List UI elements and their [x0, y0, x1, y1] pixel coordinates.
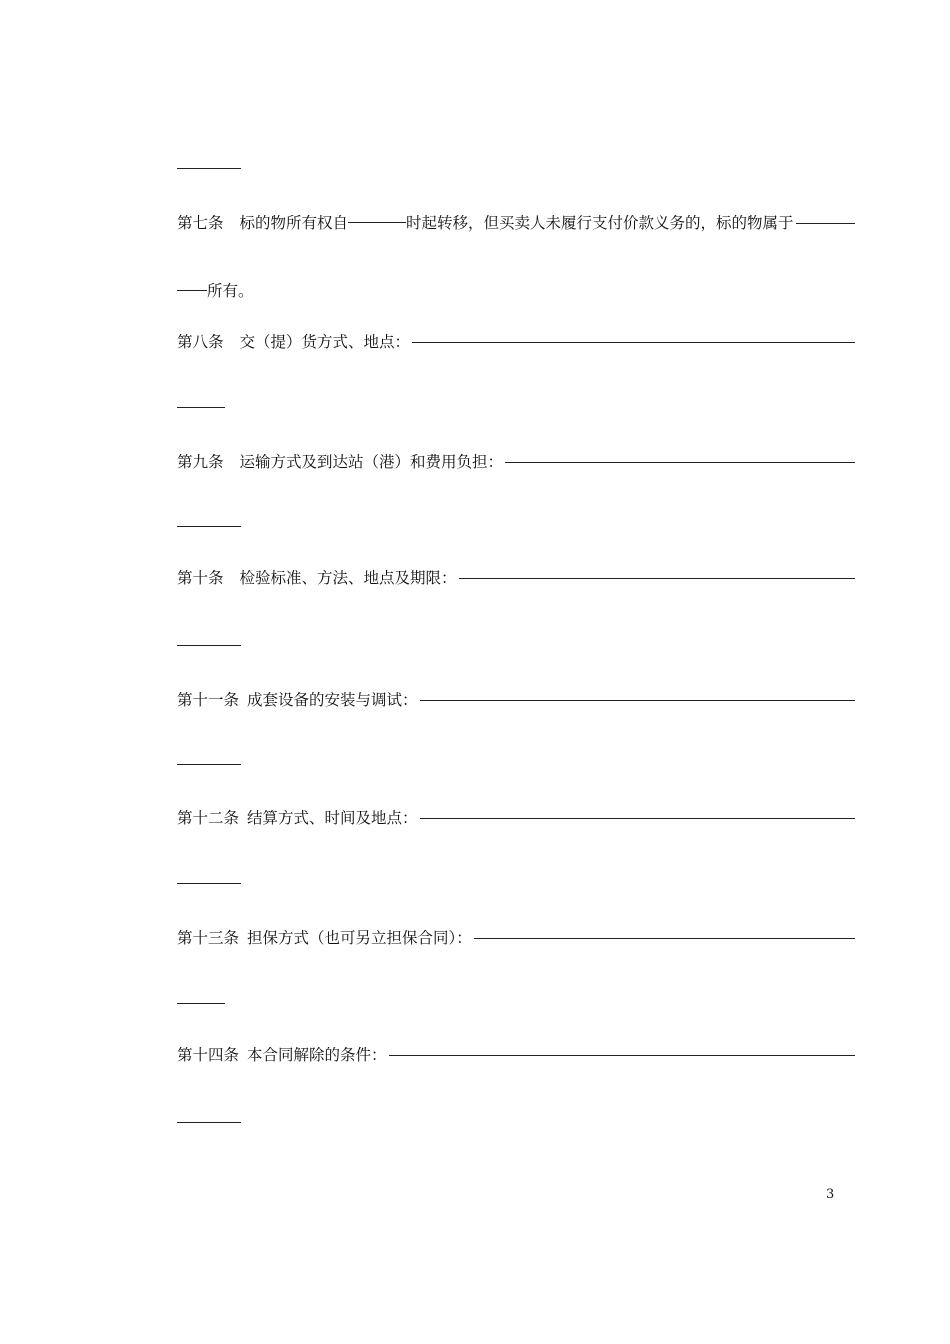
fill-blank: [412, 342, 855, 343]
fill-blank: [796, 223, 855, 224]
article-text: 结算方式、时间及地点：: [247, 809, 418, 827]
article-text: 所有。: [207, 282, 254, 300]
article-number: 第十二条: [177, 809, 240, 827]
article-11: [177, 688, 855, 712]
article-text: 担保方式（也可另立担保合同）：: [247, 929, 472, 947]
blank-line-continuation: [177, 168, 241, 169]
fill-blank-continuation: [177, 526, 241, 527]
article-number: 第八条: [177, 333, 224, 351]
fill-blank-continuation: [177, 1003, 225, 1004]
fill-blank: [474, 938, 855, 939]
article-text: 本合同解除的条件：: [247, 1046, 387, 1064]
fill-blank: [177, 290, 207, 291]
article-14: [177, 1043, 855, 1067]
page-number: 3: [826, 1187, 835, 1202]
article-number: 第十一条: [177, 691, 240, 709]
article-7-continuation: [177, 279, 855, 303]
fill-blank-continuation: [177, 1122, 241, 1123]
article-13: [177, 926, 855, 950]
article-text: 成套设备的安装与调试：: [247, 691, 418, 709]
fill-blank: [348, 222, 406, 223]
article-text: 交（提）货方式、地点：: [239, 333, 411, 351]
article-10: [177, 566, 855, 590]
fill-blank: [420, 818, 855, 819]
article-number: 第十条: [177, 569, 224, 587]
fill-blank: [459, 578, 855, 579]
article-number: 第十四条: [177, 1046, 240, 1064]
article-text: 运输方式及到达站（港）和费用负担：: [239, 453, 504, 471]
fill-blank: [420, 700, 855, 701]
fill-blank-continuation: [177, 883, 241, 884]
fill-blank-continuation: [177, 407, 225, 408]
fill-blank-continuation: [177, 645, 241, 646]
article-text: 检验标准、方法、地点及期限：: [239, 569, 457, 587]
article-7: [177, 211, 855, 235]
fill-blank: [389, 1055, 855, 1056]
article-number: 第七条: [177, 214, 224, 232]
article-9: [177, 450, 855, 474]
article-12: [177, 806, 855, 830]
article-8: [177, 330, 855, 354]
article-text: 时起转移，但买卖人未履行支付价款义务的，标的物属于: [406, 214, 794, 232]
article-text: 标的物所有权自: [239, 214, 349, 232]
article-number: 第十三条: [177, 929, 240, 947]
fill-blank-continuation: [177, 764, 241, 765]
article-number: 第九条: [177, 453, 224, 471]
fill-blank: [505, 462, 855, 463]
